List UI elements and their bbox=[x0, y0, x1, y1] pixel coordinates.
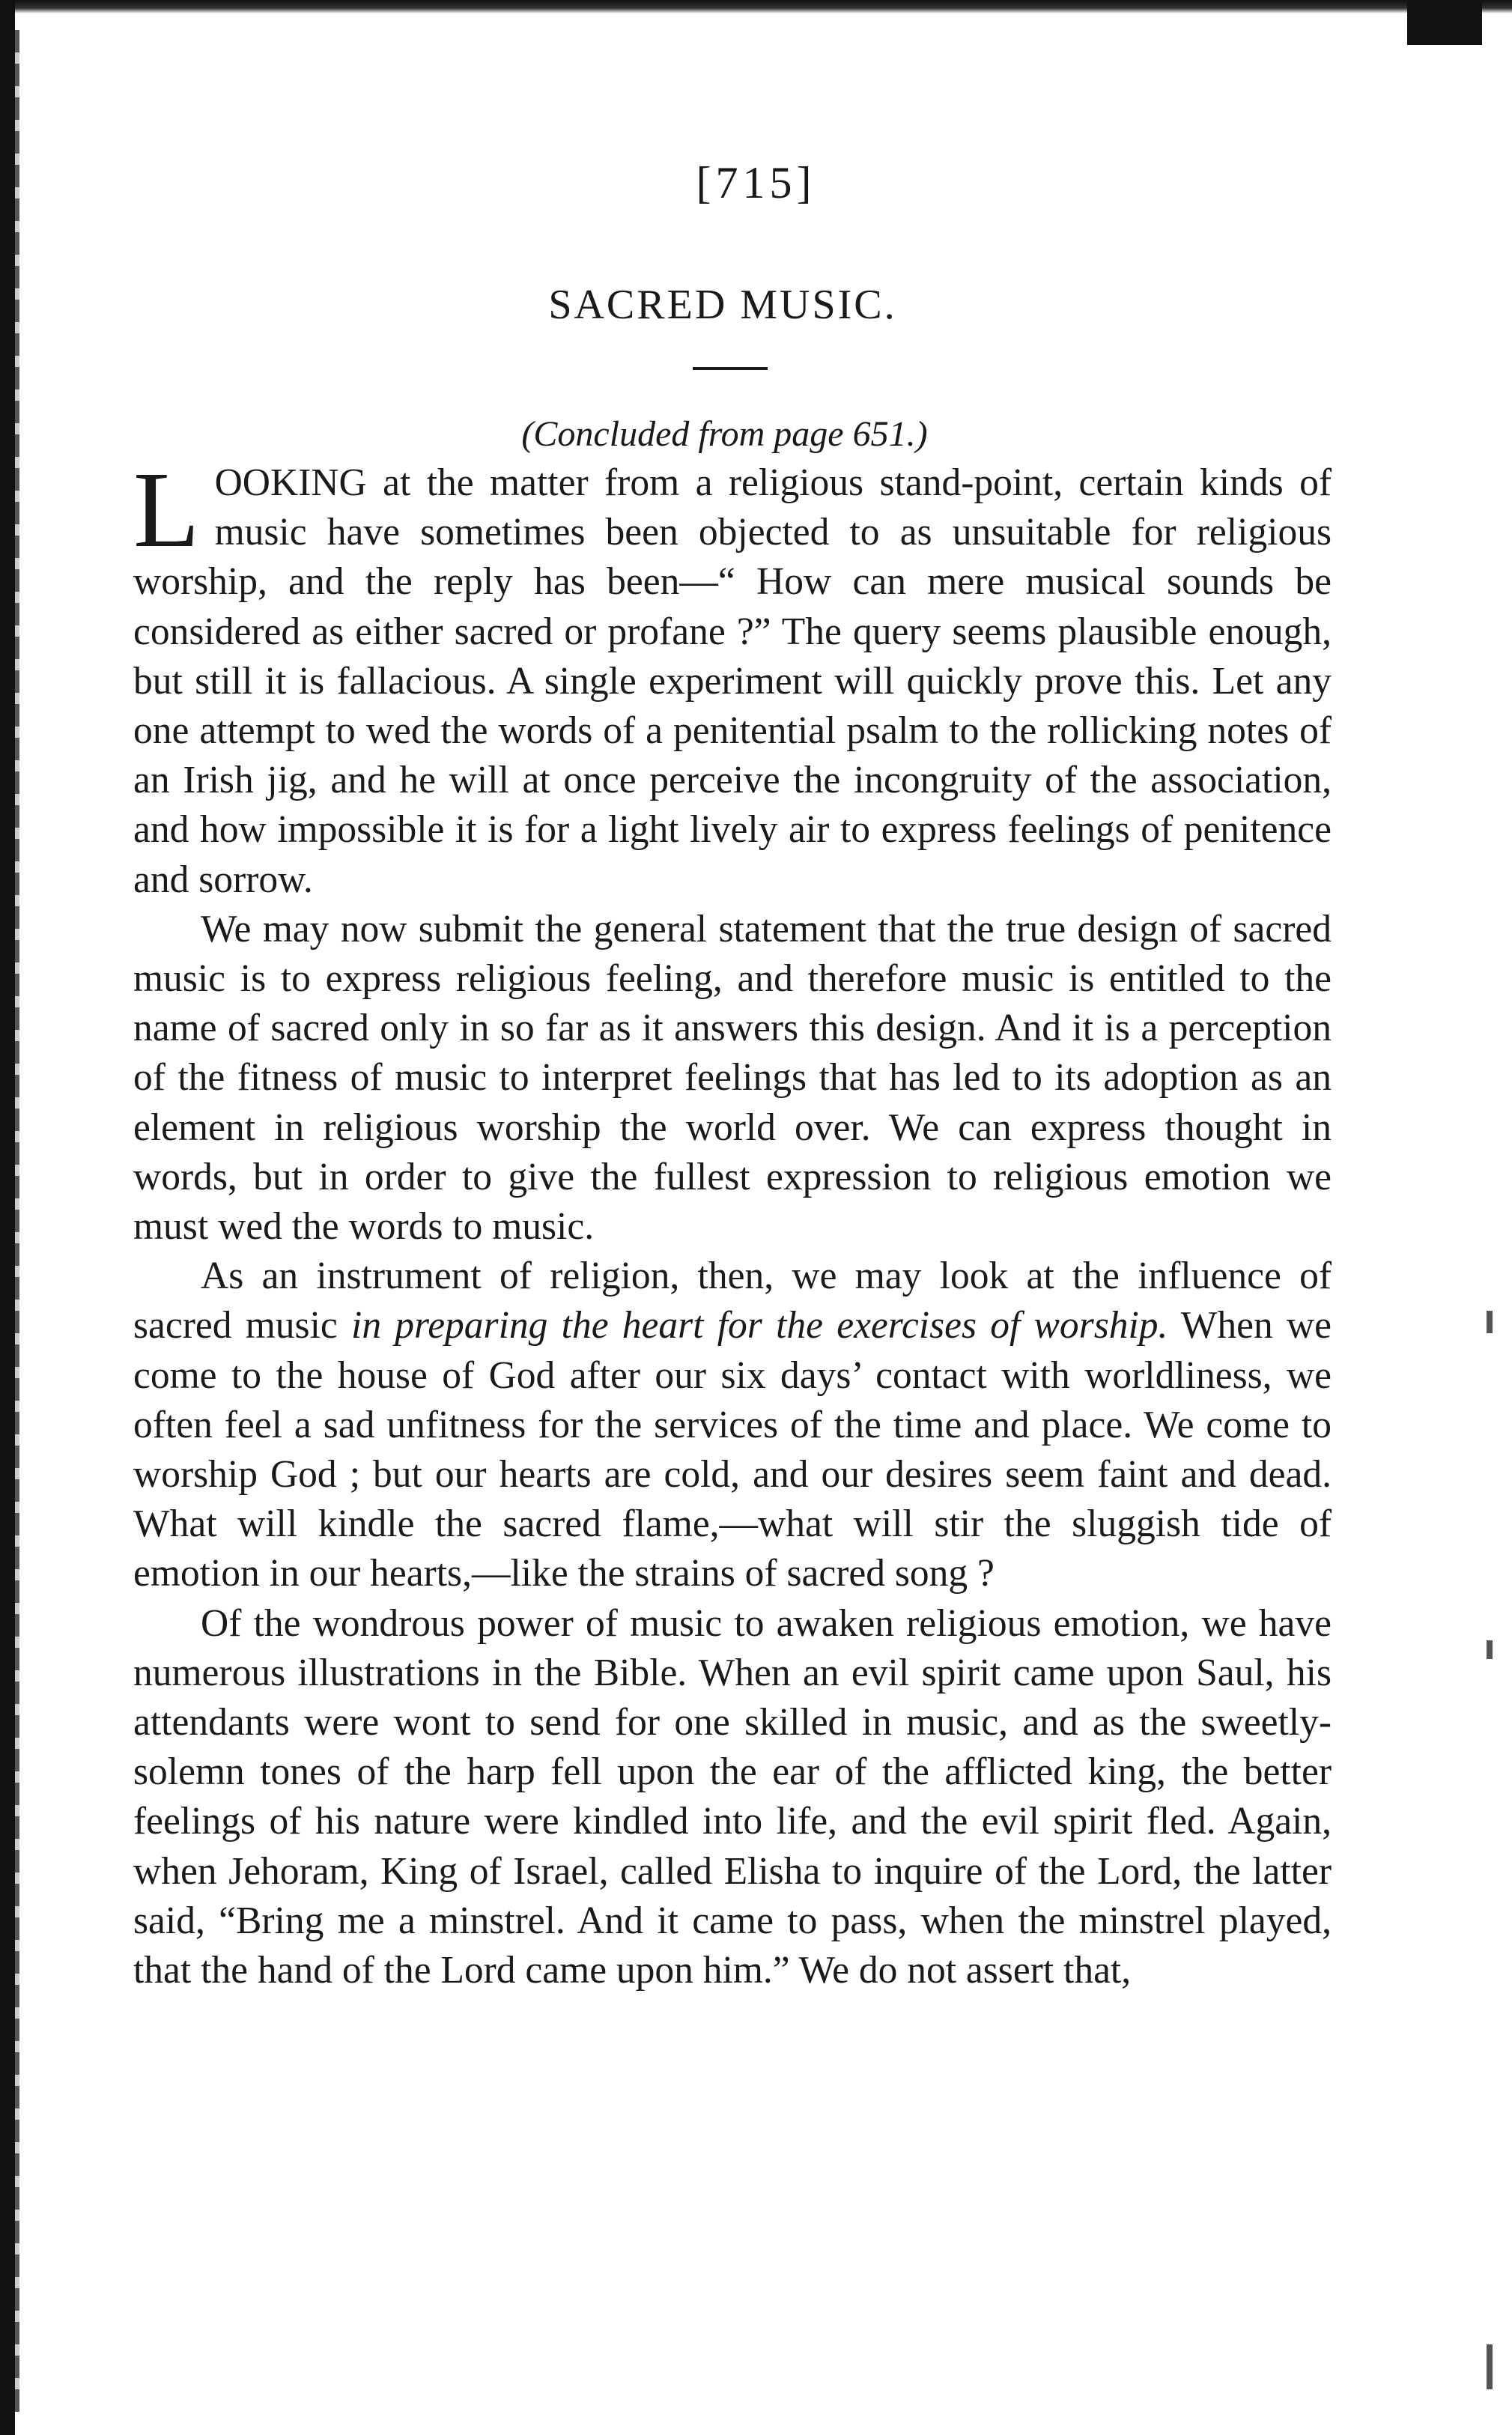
margin-speck bbox=[1487, 1640, 1493, 1659]
paragraph-2: We may now submit the general statement that the true design of sacred music is to express religious feeling, and therefore music is entitled to the name of sacred only in so far as it answers this design. And it is a perception of the fitness of music to interpret feelings that has led to its adoption as an element in religious worship the world over. We can express thought in words, but in order to give the fullest expression to religious emotion we must wed the words to music. bbox=[133, 907, 1332, 1249]
article-body bbox=[133, 450, 1332, 1995]
paragraph-4: Of the wondrous power of music to awaken religious emotion, we have numerous illustrations in the Bible. When an evil spirit came upon Saul, his attendants were wont to send for one skilled in music, and as the sweetly-solemn tones of the harp fell upon the ear of the afflicted king, the better feelings of his nature were kindled into life, and the evil spirit fled. Again, when Jehoram, King of Israel, called Elisha to inquire of the Lord, the latter said, “Bring me a minstrel. And it came to pass, when the minstrel played, that the hand of the Lord came upon him.” We do not assert that, bbox=[133, 1601, 1332, 1992]
scan-corner-shadow bbox=[1407, 0, 1482, 45]
paragraph-3-italic: in preparing the heart for the exercises of worship. bbox=[351, 1304, 1168, 1347]
paragraph-3-text-start: As an instrument of religion, then, we may look at the influence of sacred music bbox=[133, 1255, 1332, 1347]
margin-speck bbox=[1487, 1311, 1493, 1333]
article-title: SACRED MUSIC. bbox=[548, 282, 897, 328]
paragraph-1 bbox=[133, 450, 1332, 905]
drop-cap: L bbox=[133, 450, 200, 570]
margin-speck bbox=[1487, 2344, 1493, 2389]
scan-binding-edge bbox=[0, 0, 15, 2435]
article-subtitle: (Concluded from page 651.) bbox=[521, 414, 928, 454]
paragraph-1-text: OOKING at the matter from a religious stand-point, certain kinds of music have sometimes been objected to as unsuitable for religious worship, and the reply has been—“ How can mere musical sounds be considered as either sacred or profane ?” The query seems plausible enough, but still it is fallacious. A single experiment will quickly prove this. Let any one attempt to wed the words of a penitential psalm to the rollicking notes of an Irish jig, and he will at once perceive the incongruity of the association, and how impossible it is for a light lively air to express feelings of penitence and sorrow. bbox=[133, 461, 1332, 901]
scan-binding-shadow bbox=[15, 30, 19, 2412]
paragraph-3 bbox=[133, 1252, 1332, 1598]
scan-top-edge bbox=[0, 0, 1512, 13]
paragraph-3-text-end: When we come to the house of God after our six days’ contact with worldliness, we often feel a sad unfitness for the services of the time and place. We come to worship God ; but our hearts are cold, and our desires seem faint and dead. What will kindle the sacred flame,—what will stir the sluggish tide of emotion in our hearts,—like the strains of sacred song ? bbox=[133, 1304, 1332, 1595]
title-rule bbox=[693, 367, 768, 370]
page-number: [715] bbox=[696, 158, 816, 207]
